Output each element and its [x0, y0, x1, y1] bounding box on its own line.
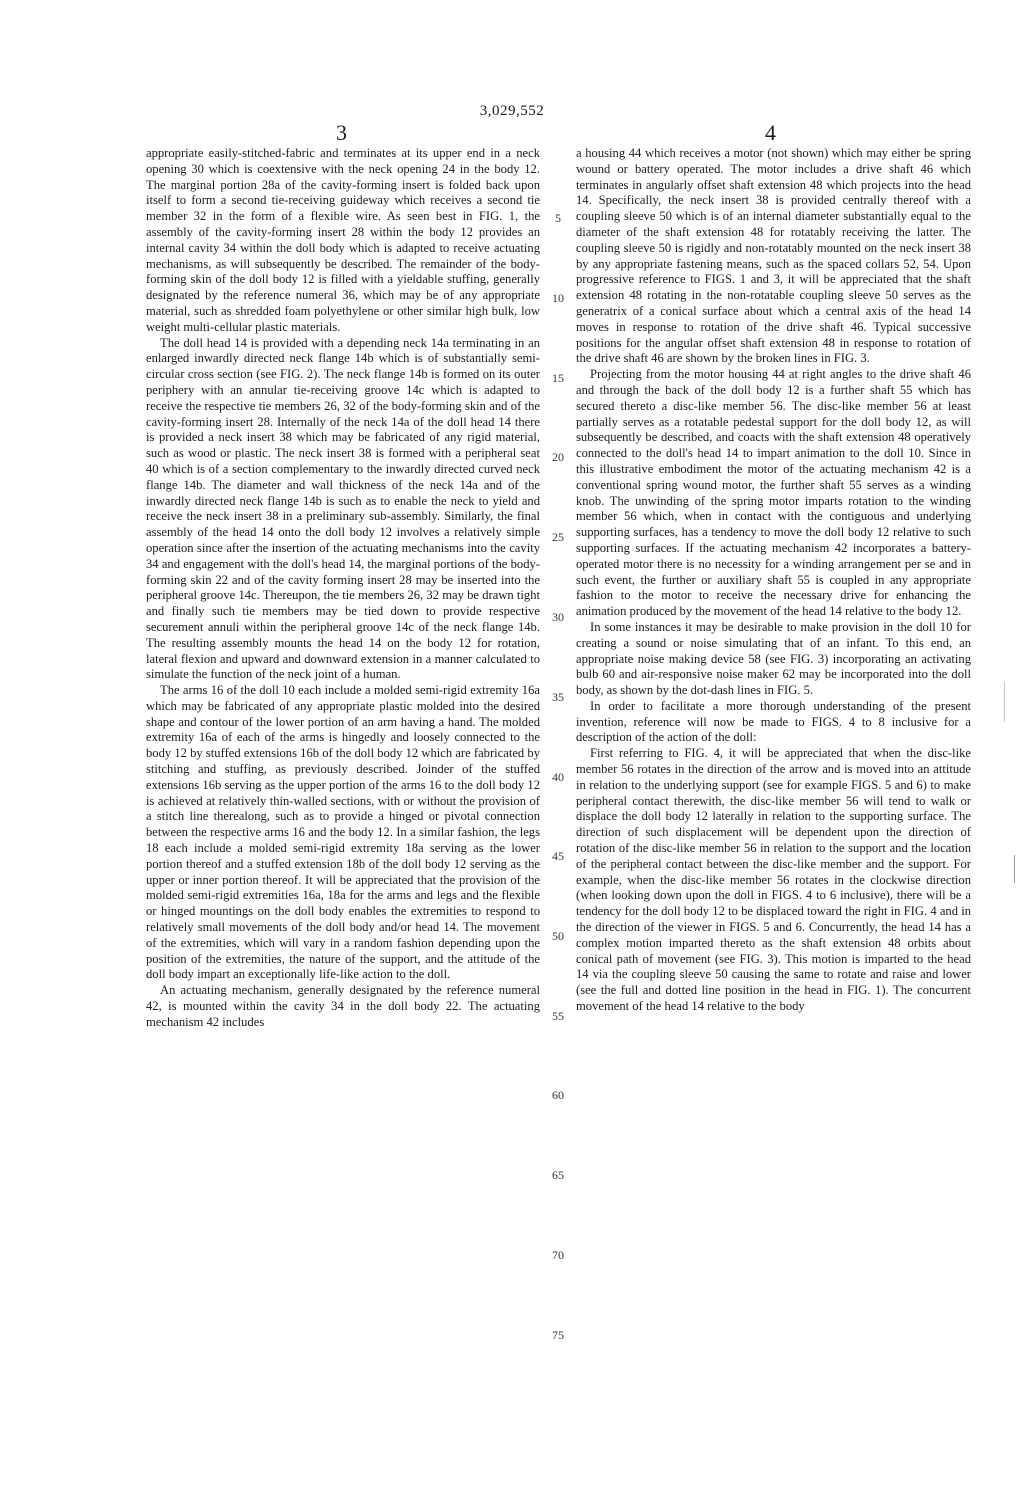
- line-number: 35: [552, 690, 564, 704]
- line-number: 10: [552, 291, 564, 305]
- line-number: 45: [552, 849, 564, 863]
- paragraph: a housing 44 which receives a motor (not shown) which may either be spring wound or battery operated. The motor includes a drive shaft 46 which terminates in angularly offset shaft extension 48 which projects into the head 14. Specifically, the neck insert 38 is provided centrally thereof with a coupling sleeve 50 which is of an internal diameter substantially equal to the diameter of the shaft extension 48 for rotatably receiving the latter. The coupling sleeve 50 is rigidly and non-rotatably mounted on the neck insert 38 by any appropriate fastening means, such as the spaced collars 52, 54. Upon progressive reference to FIGS. 1 and 3, it will be appreciated that the shaft extension 48 rotating in the non-rotatable coupling sleeve 50 serves as the generatrix of a conical surface about which a central axis of the head 14 moves in response to rotation of the drive shaft 46. Typical successive positions for the angular offset shaft extension 48 in response to rotation of the drive shaft 46 are shown by the broken lines in FIG. 3.: [576, 146, 971, 366]
- paragraph: The doll head 14 is provided with a depending neck 14a terminating in an enlarged inwardly directed neck flange 14b which is of substantially semi-circular cross section (see FIG. 2). The neck flange 14b is formed on its outer periphery with an annular tie-receiving groove 14c which is adapted to receive the respective tie members 26, 32 of the body-forming skin and of the cavity-forming insert 28. Internally of the neck 14a of the doll head 14 there is provided a neck insert 38 which may be fabricated of any rigid material, such as wood or plastic. The neck insert 38 is formed with a peripheral seat 40 which is of a section complementary to the inwardly directed curved neck flange 14b. The diameter and wall thickness of the neck 14a and of the inwardly directed neck flange 14b is such as to enable the neck to yield and receive the neck insert 38 in a preliminary sub-assembly. Similarly, the final assembly of the head 14 onto the doll body 12 involves a relatively simple operation since after the insertion of the actuating mechanisms into the cavity 34 and engagement with the doll's head 14, the marginal portions of the body-forming skin 22 and of the cavity forming insert 28 may be inserted into the peripheral groove 14c. Thereupon, the tie members 26, 32 may be drawn tight and finally such tie members may be tied down to provide respective securement annuli within the peripheral groove 14c of the neck flange 14b. The resulting assembly mounts the head 14 on the body 12 for rotation, lateral flexion and upward and downward extension in a manner calculated to simulate the function of the neck joint of a human.: [146, 335, 540, 682]
- paragraph: appropriate easily-stitched-fabric and terminates at its upper end in a neck opening 30 which is coextensive with the neck opening 24 in the body 12. The marginal portion 28a of the cavity-forming insert is folded back upon itself to form a second tie-receiving guideway which receives a second tie member 32 in the form of a flexible wire. As seen best in FIG. 1, the assembly of the cavity-forming insert 28 within the body 12 provides an internal cavity 34 within the doll body which is adapted to receive actuating mechanisms, as will subsequently be described. The remainder of the body-forming skin of the doll body 12 is filled with a yieldable stuffing, generally designated by the reference numeral 36, which may be of any appropriate material, such as shredded foam polyethylene or other similar high bulk, low weight multi-cellular plastic materials.: [146, 146, 540, 334]
- line-number: 65: [552, 1168, 564, 1182]
- line-number: 75: [552, 1328, 564, 1342]
- left-column: [146, 146, 540, 1031]
- paragraph: An actuating mechanism, generally designated by the reference numeral 42, is mounted within the cavity 34 in the doll body 22. The actuating mechanism 42 includes: [146, 983, 540, 1029]
- right-column: [576, 146, 971, 1015]
- line-number: 20: [552, 450, 564, 464]
- left-column-number: 3: [336, 120, 347, 145]
- line-number: 50: [552, 929, 564, 943]
- line-number: 55: [552, 1009, 564, 1023]
- scan-margin-mark: [1014, 855, 1015, 883]
- paragraph: In order to facilitate a more thorough understanding of the present invention, reference will now be made to FIGS. 4 to 8 inclusive for a description of the action of the doll:: [576, 698, 971, 745]
- scan-margin-mark: [1004, 682, 1005, 722]
- patent-number: 3,029,552: [479, 103, 545, 119]
- line-number: 25: [552, 530, 564, 544]
- line-number: 60: [552, 1088, 564, 1102]
- paragraph: Projecting from the motor housing 44 at right angles to the drive shaft 46 and through the back of the doll body 12 is a further shaft 55 which has secured thereto a disc-like member 56. The disc-like member 56 at least partially serves as a rotatable pedestal support for the doll body 12, as will subsequently be described, and coacts with the shaft extension 48 operatively connected to the doll's head 14 to impart animation to the doll 10. Since in this illustrative embodiment the motor of the actuating mechanism 42 is a conventional spring wound motor, the further shaft 55 serves as a winding knob. The unwinding of the spring motor imparts rotation to the winding member 56 which, when in contact with the contiguous and underlying supporting surfaces, has a tendency to move the doll body 12 relative to such supporting surfaces. If the actuating mechanism 42 incorporates a battery-operated motor there is no necessity for a winding arrangement per se and in such event, the further or auxiliary shaft 55 is coupled in any appropriate fashion to the motor to receive the necessary drive for enhancing the animation produced by the movement of the head 14 relative to the body 12.: [576, 367, 971, 619]
- paragraph: First referring to FIG. 4, it will be appreciated that when the disc-like member 56 rotates in the direction of the arrow and is moved into an attitude in relation to the underlying support (see for example FIGS. 5 and 6) to make peripheral contact therewith, the disc-like member 56 will tend to walk or displace the doll body 12 laterally in relation to the supporting surface. The direction of such displacement will be dependent upon the direction of rotation of the disc-like member 56 in relation to the support and the location of the peripheral contact between the disc-like member and the support. For example, when the disc-like member 56 rotates in the clockwise direction (when looking down upon the doll in FIGS. 4 to 6 inclusive), there will be a tendency for the doll body 12 to be displaced toward the right in FIG. 4 and in the direction of the viewer in FIGS. 5 and 6. Concurrently, the head 14 has a complex motion imparted thereto as the shaft extension 48 orbits about conical path of movement (see FIG. 3). This motion is imparted to the head 14 via the coupling sleeve 50 causing the same to rotate and raise and lower (see the full and dotted line position in the head in FIG. 1). The concurrent movement of the head 14 relative to the body: [576, 746, 971, 1014]
- paragraph: The arms 16 of the doll 10 each include a molded semi-rigid extremity 16a which may be fabricated of any appropriate plastic molded into the desired shape and contour of the lower portion of an arm having a hand. The molded extremity 16a of each of the arms is hingedly and loosely connected to the body 12 by stuffed extensions 16b of the doll body 12 which are fabricated by stitching and stuffing, as previously described. Joinder of the stuffed extensions 16b serving as the upper portion of the arms 16 to the doll body 12 is achieved at relatively thin-walled sections, with or without the provision of a stitch line therealong, such as to provide a hinged or pivotal connection between the respective arms 16 and the body 12. In a similar fashion, the legs 18 each include a molded semi-rigid extremity 18a serving as the lower portion thereof and a stuffed extension 18b of the doll body 12 serving as the upper or inner portion thereof. It will be appreciated that the provision of the molded semi-rigid extremities 16a, 18a for the arms and legs and the flexible or hinged mountings on the doll body enables the extremities to respond to relatively small movements of the doll body and/or head 14. The movement of the extremities, which will vary in a random fashion depending upon the position of the extremities, the nature of the support, and the attitude of the doll body impart an exceptionally life-like action to the doll.: [146, 683, 540, 982]
- line-number: 15: [552, 371, 564, 385]
- line-number: 5: [555, 211, 561, 225]
- line-number: 70: [552, 1248, 564, 1262]
- paragraph: In some instances it may be desirable to make provision in the doll 10 for creating a sound or noise simulating that of an infant. To this end, an appropriate noise making device 58 (see FIG. 3) incorporating an activating bulb 60 and air-responsive noise maker 62 may be incorporated into the doll body, as shown by the dot-dash lines in FIG. 5.: [576, 619, 971, 698]
- line-number: 30: [552, 610, 564, 624]
- line-number: 40: [552, 770, 564, 784]
- right-column-number: 4: [765, 120, 776, 145]
